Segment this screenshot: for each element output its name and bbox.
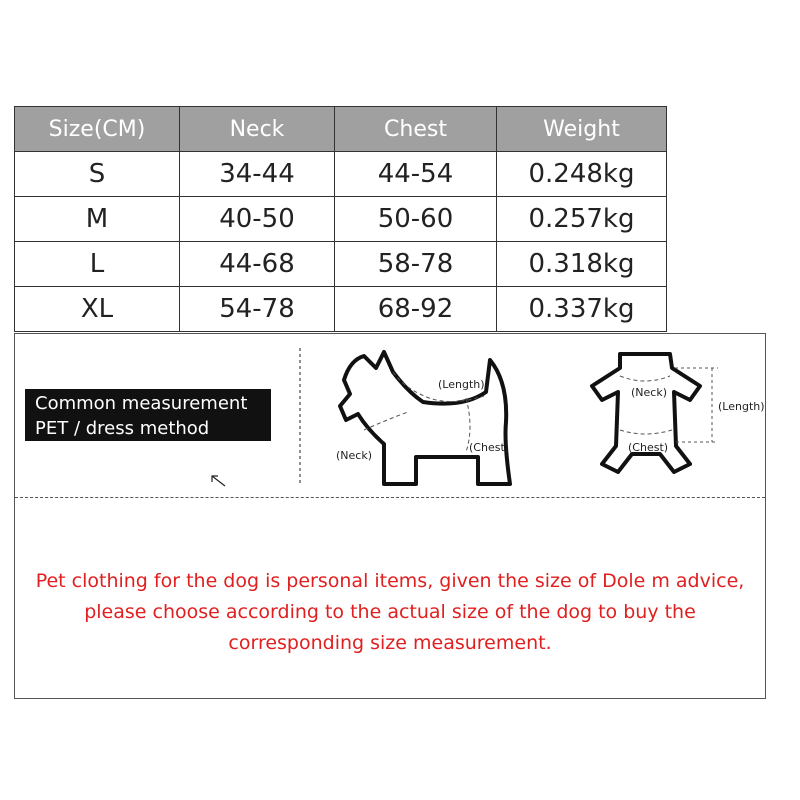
header-weight: Weight [497,107,667,152]
neck-cell: 54-78 [180,287,335,332]
neck-cell: 44-68 [180,242,335,287]
size-cell: M [15,197,180,242]
method-label-line-1: Common measurement [35,393,248,414]
weight-cell: 0.337kg [497,287,667,332]
dashed-divider [15,497,765,498]
table-row [15,242,667,287]
size-cell: XL [15,287,180,332]
jumpsuit-outline-icon [592,354,700,472]
weight-cell: 0.248kg [497,152,667,197]
notice-line-1: Pet clothing for the dog is personal items, given the size of Dole m advice, [35,570,745,592]
header-chest: Chest [335,107,497,152]
size-cell: L [15,242,180,287]
arrow-cursor-icon [209,473,229,489]
dog-outline-icon [340,352,510,484]
dog-measurement-diagram [298,342,530,492]
dog-neck-label: (Neck) [336,449,372,462]
method-label-line-2: PET / dress method [35,418,210,439]
table-row [15,197,667,242]
measurement-guide-box [14,333,766,699]
sizing-notice [15,566,765,659]
measurement-method-label [25,389,271,441]
jumpsuit-measurement-diagram [570,346,765,476]
size-cell: S [15,152,180,197]
jumpsuit-chest-label: (Chest) [628,441,669,454]
chest-cell: 58-78 [335,242,497,287]
jumpsuit-length-label: (Length) [718,400,765,413]
dog-length-label: (Length) [438,378,485,391]
chest-cell: 50-60 [335,197,497,242]
notice-line-2: please choose according to the actual size of the dog to buy the [84,601,696,623]
notice-line-3: corresponding size measurement. [228,632,552,654]
size-table-header-row [15,107,667,152]
table-row [15,152,667,197]
table-row [15,287,667,332]
weight-cell: 0.257kg [497,197,667,242]
chest-cell: 44-54 [335,152,497,197]
neck-cell: 34-44 [180,152,335,197]
jumpsuit-neck-label: (Neck) [631,386,667,399]
size-table [14,106,667,332]
neck-cell: 40-50 [180,197,335,242]
chest-cell: 68-92 [335,287,497,332]
header-size: Size(CM) [15,107,180,152]
header-neck: Neck [180,107,335,152]
weight-cell: 0.318kg [497,242,667,287]
dog-chest-label: (Chest) [469,441,510,454]
